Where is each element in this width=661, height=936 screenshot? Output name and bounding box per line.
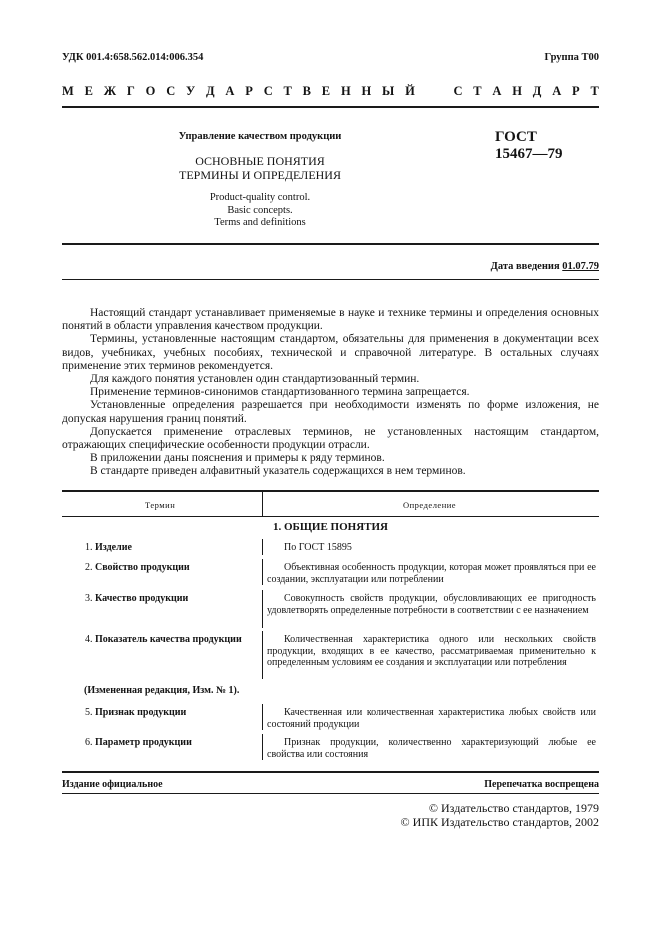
definition-3: Совокупность свойств продукции, обусловливающих ее пригодность удовлетворять определенные потребности в соответствии с ее назначением — [267, 593, 596, 616]
column-header-term: Термин — [145, 500, 176, 510]
intro-paragraph: Настоящий стандарт устанавливает применяемые в науке и технике термины и определения основных понятий в области управления качеством продукции. — [62, 307, 599, 333]
copyright-block — [401, 801, 599, 829]
table-header-rule — [62, 516, 599, 517]
group-code: Группа Т00 — [544, 52, 599, 63]
title-rule — [62, 243, 599, 245]
section-heading: 1. ОБЩИЕ ПОНЯТИЯ — [272, 521, 388, 533]
term-name: Свойство продукции — [95, 562, 190, 573]
term-row-5: 5. Признак продукции — [85, 707, 187, 718]
term-row-1: 1. Изделие — [85, 542, 132, 553]
definition-2: Объективная особенность продукции, которая может проявляться при ее создании, эксплуатации или потреблении — [267, 562, 596, 585]
term-name: Качество продукции — [95, 593, 189, 604]
intro-paragraph: В стандарте приведен алфавитный указатель содержащихся в нем терминов. — [90, 465, 466, 478]
term-row-6: 6. Параметр продукции — [85, 737, 192, 748]
footer-bottom-rule — [62, 793, 599, 794]
term-name: Показатель качества продукции — [95, 634, 242, 645]
term-name: Изделие — [95, 542, 132, 553]
copyright-line-1: © Издательство стандартов, 1979 — [428, 801, 599, 815]
subject-line: Управление качеством продукции — [178, 131, 342, 142]
intro-paragraph: Допускается применение отраслевых терминов, не установленных настоящим стандартом, отражающих специфические особенности продукции отрасли. — [62, 425, 599, 452]
date-rule — [62, 279, 599, 280]
definition-4: Количественная характеристика одного или нескольких свойств продукции, входящих в ее качество, рассматриваемая применительно к определенным условиям ее создания и эксплуатации или потребления — [267, 634, 596, 668]
gost-designation — [495, 129, 563, 163]
definition-6: Признак продукции, количественно характеризующий любые ее свойства или состояния — [267, 737, 596, 760]
term-row-3: 3. Качество продукции — [85, 593, 189, 604]
header-column-divider — [262, 491, 263, 517]
definition-5: Качественная или количественная характеристика любых свойств или состояний продукции — [267, 707, 596, 730]
title-line-2: ТЕРМИНЫ И ОПРЕДЕЛЕНИЯ — [179, 168, 341, 182]
intro-paragraph: В приложении даны пояснения и примеры к ряду терминов. — [90, 452, 385, 465]
date-label: Дата введения — [490, 261, 563, 272]
introduction — [62, 307, 599, 479]
date-value: 01.07.79 — [562, 261, 599, 272]
english-title-line-1: Product-quality control. — [209, 192, 311, 203]
interstate-standard-heading: М Е Ж Г О С У Д А Р С Т В Е Н Н Ы Й С Т А Н Д А Р Т — [62, 84, 599, 98]
reprint-prohibited: Перепечатка воспрещена — [484, 779, 599, 790]
row-divider — [262, 539, 263, 555]
footer-rule — [62, 771, 599, 773]
english-title — [170, 192, 350, 230]
copyright-line-2: © ИПК Издательство стандартов, 2002 — [400, 815, 599, 829]
gost-number: 15467—79 — [495, 146, 563, 162]
title-line-1: ОСНОВНЫЕ ПОНЯТИЯ — [195, 154, 325, 168]
term-name: Признак продукции — [95, 707, 187, 718]
english-title-line-2: Basic concepts. — [227, 204, 293, 216]
intro-paragraph: Применение терминов-синонимов стандартизованного термина запрещается. — [90, 386, 470, 399]
row-divider — [262, 704, 263, 730]
official-edition: Издание официальное — [62, 779, 163, 790]
row-divider — [262, 734, 263, 760]
gost-label: ГОСТ — [495, 129, 537, 145]
table-top-rule — [62, 490, 599, 492]
row-divider — [262, 631, 263, 679]
term-row-2: 2. Свойство продукции — [85, 562, 190, 573]
header-rule — [62, 106, 599, 108]
english-title-line-3: Terms and definitions — [214, 217, 306, 228]
row-divider — [262, 590, 263, 628]
effective-date — [491, 261, 599, 272]
intro-paragraph: Термины, установленные настоящим стандартом, обязательны для применения в документации всех видов, учебниках, учебных пособиях, технической и справочной литературе. В остальных случаях применение этих терминов рекомендуется. — [62, 333, 599, 372]
intro-paragraph: Установленные определения разрешается при необходимости изменять по форме изложения, не допуская нарушения границ понятий. — [62, 399, 599, 425]
term-name: Параметр продукции — [95, 737, 192, 748]
amendment-note: (Измененная редакция, Изм. № 1). — [84, 685, 240, 696]
term-row-4: 4. Показатель качества продукции — [85, 634, 242, 645]
column-header-definition: Определение — [403, 500, 457, 510]
document-title — [155, 154, 365, 182]
udk-code: УДК 001.4:658.562.014:006.354 — [62, 52, 204, 63]
intro-paragraph: Для каждого понятия установлен один стандартизованный термин. — [90, 373, 420, 386]
row-divider — [262, 559, 263, 585]
definition-1: По ГОСТ 15895 — [284, 542, 352, 553]
